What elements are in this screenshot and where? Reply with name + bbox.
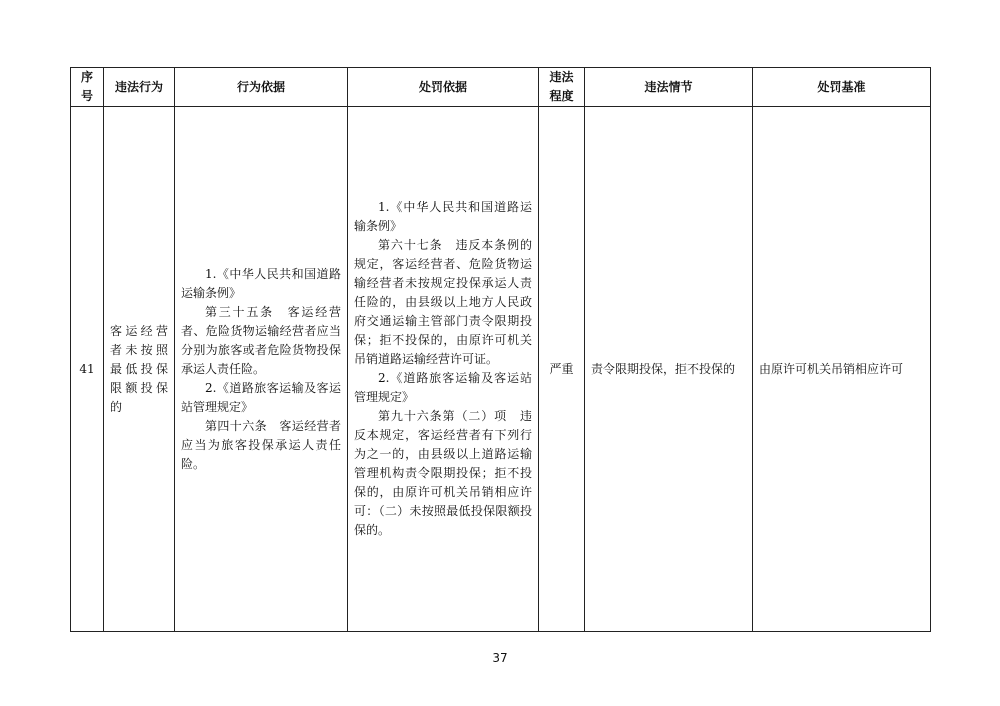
basis-law-1-title: 1.《中华人民共和国道路运输条例》 — [181, 266, 341, 300]
penalty-law-2-title: 2.《道路旅客运输及客运站管理规定》 — [354, 371, 532, 404]
header-standard: 处罚基准 — [753, 68, 931, 107]
row-seq: 41 — [71, 107, 104, 632]
header-degree-line1: 违法 — [549, 70, 574, 84]
row-violation-text: 客运经营者未按照最低投保限额投保的 — [110, 323, 168, 414]
row-violation — [104, 107, 175, 632]
row-standard-text: 由原许可机关吊销相应许可 — [759, 361, 904, 376]
header-row — [71, 68, 931, 107]
header-seq-line2: 号 — [80, 89, 93, 103]
header-violation: 违法行为 — [104, 68, 175, 107]
row-penalty-basis — [348, 107, 539, 632]
penalty-law-2-article: 第九十六条第（二）项 违反本规定，客运经营者有下列行为之一的，由县级以上道路运输管理机构责令限期投保；拒不投保的，由原许可机关吊销相应许可：（二）未按照最低投保限额投保的。 — [354, 409, 532, 537]
table-row — [71, 107, 931, 632]
header-seq-line1: 序 — [80, 70, 93, 84]
header-seq — [71, 68, 104, 107]
penalty-law-1-article: 第六十七条 违反本条例的规定，客运经营者、危险货物运输经营者未按规定投保承运人责任险的，由县级以上地方人民政府交通运输主管部门责令限期投保；拒不投保的，由原许可机关吊销道路运输经营许可证。 — [354, 238, 532, 366]
row-basis — [175, 107, 348, 632]
page-number: 37 — [492, 651, 508, 665]
row-standard — [753, 107, 931, 632]
row-circumstance-text: 责令限期投保，拒不投保的 — [591, 361, 736, 376]
header-circumstance: 违法情节 — [585, 68, 753, 107]
row-degree: 严重 — [539, 107, 585, 632]
basis-law-1-article: 第三十五条 客运经营者、危险货物运输经营者应当分别为旅客或者危险货物投保承运人责任险。 — [181, 304, 341, 376]
header-basis: 行为依据 — [175, 68, 348, 107]
basis-law-2-title: 2.《道路旅客运输及客运站管理规定》 — [181, 380, 341, 414]
header-penalty-basis: 处罚依据 — [348, 68, 539, 107]
basis-law-2-article: 第四十六条 客运经营者应当为旅客投保承运人责任险。 — [181, 418, 341, 471]
penalty-law-1-title: 1.《中华人民共和国道路运输条例》 — [354, 200, 532, 233]
header-degree-line2: 程度 — [549, 89, 574, 103]
header-degree — [539, 68, 585, 107]
row-circumstance — [585, 107, 753, 632]
penalty-standard-table — [70, 67, 931, 632]
